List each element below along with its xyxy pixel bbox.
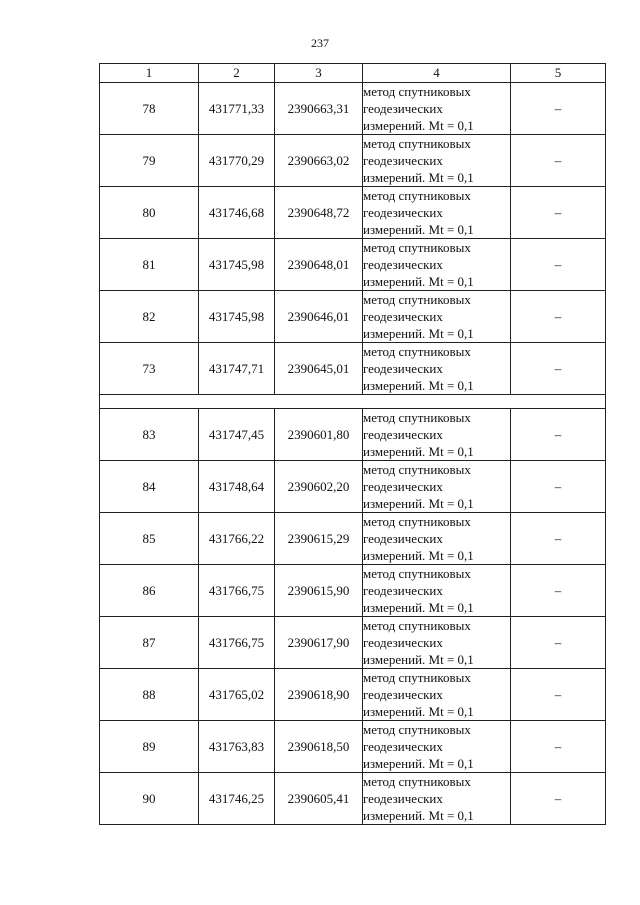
method-line: метод спутниковых <box>363 618 471 633</box>
method-cell <box>363 409 511 461</box>
x-coordinate-cell: 431748,64 <box>199 461 275 513</box>
table-row <box>100 669 606 721</box>
point-number-cell: 84 <box>100 461 199 513</box>
header-col-4: 4 <box>363 64 511 83</box>
method-line: измерений. Mt = 0,1 <box>363 444 474 459</box>
x-coordinate-cell: 431766,75 <box>199 565 275 617</box>
point-number-cell: 81 <box>100 239 199 291</box>
method-line: геодезических <box>363 531 443 546</box>
method-cell <box>363 343 511 395</box>
x-coordinate-cell: 431747,45 <box>199 409 275 461</box>
note-cell: – <box>511 513 606 565</box>
method-cell <box>363 669 511 721</box>
method-line: геодезических <box>363 361 443 376</box>
method-cell <box>363 617 511 669</box>
method-line: геодезических <box>363 687 443 702</box>
page-number: 237 <box>311 36 329 50</box>
table-row <box>100 461 606 513</box>
y-coordinate-cell: 2390618,90 <box>275 669 363 721</box>
note-cell: – <box>511 461 606 513</box>
note-cell: – <box>511 135 606 187</box>
table-row <box>100 343 606 395</box>
method-line: метод спутниковых <box>363 188 471 203</box>
note-cell: – <box>511 343 606 395</box>
x-coordinate-cell: 431746,68 <box>199 187 275 239</box>
point-number-cell: 90 <box>100 773 199 825</box>
method-line: геодезических <box>363 101 443 116</box>
method-line: измерений. Mt = 0,1 <box>363 326 474 341</box>
point-number-cell: 80 <box>100 187 199 239</box>
method-cell <box>363 187 511 239</box>
method-line: метод спутниковых <box>363 774 471 789</box>
group-separator-cell <box>100 395 606 409</box>
method-cell <box>363 773 511 825</box>
method-line: геодезических <box>363 427 443 442</box>
y-coordinate-cell: 2390615,29 <box>275 513 363 565</box>
y-coordinate-cell: 2390663,31 <box>275 83 363 135</box>
x-coordinate-cell: 431747,71 <box>199 343 275 395</box>
point-number-cell: 88 <box>100 669 199 721</box>
note-cell: – <box>511 773 606 825</box>
method-line: метод спутниковых <box>363 410 471 425</box>
method-line: геодезических <box>363 479 443 494</box>
method-line: измерений. Mt = 0,1 <box>363 652 474 667</box>
point-number-cell: 85 <box>100 513 199 565</box>
method-line: метод спутниковых <box>363 722 471 737</box>
table-row <box>100 409 606 461</box>
point-number-cell: 79 <box>100 135 199 187</box>
method-line: измерений. Mt = 0,1 <box>363 378 474 393</box>
note-cell: – <box>511 565 606 617</box>
x-coordinate-cell: 431766,75 <box>199 617 275 669</box>
note-cell: – <box>511 291 606 343</box>
method-cell <box>363 513 511 565</box>
point-number-cell: 87 <box>100 617 199 669</box>
method-cell <box>363 291 511 343</box>
method-cell <box>363 721 511 773</box>
method-line: метод спутниковых <box>363 514 471 529</box>
x-coordinate-cell: 431746,25 <box>199 773 275 825</box>
note-cell: – <box>511 239 606 291</box>
y-coordinate-cell: 2390663,02 <box>275 135 363 187</box>
method-line: измерений. Mt = 0,1 <box>363 496 474 511</box>
note-cell: – <box>511 721 606 773</box>
method-line: метод спутниковых <box>363 292 471 307</box>
method-line: геодезических <box>363 205 443 220</box>
note-cell: – <box>511 83 606 135</box>
table-row <box>100 135 606 187</box>
table-row <box>100 617 606 669</box>
group-separator-row <box>100 395 606 409</box>
method-line: измерений. Mt = 0,1 <box>363 548 474 563</box>
table-body <box>100 83 606 825</box>
point-number-cell: 86 <box>100 565 199 617</box>
method-line: метод спутниковых <box>363 566 471 581</box>
header-row <box>100 64 606 83</box>
y-coordinate-cell: 2390617,90 <box>275 617 363 669</box>
method-line: измерений. Mt = 0,1 <box>363 756 474 771</box>
x-coordinate-cell: 431745,98 <box>199 239 275 291</box>
method-line: метод спутниковых <box>363 240 471 255</box>
table-row <box>100 291 606 343</box>
point-number-cell: 78 <box>100 83 199 135</box>
coordinates-table <box>99 63 606 825</box>
note-cell: – <box>511 617 606 669</box>
method-cell <box>363 135 511 187</box>
method-line: метод спутниковых <box>363 670 471 685</box>
table-row <box>100 83 606 135</box>
method-line: геодезических <box>363 739 443 754</box>
method-cell <box>363 83 511 135</box>
table-row <box>100 565 606 617</box>
point-number-cell: 83 <box>100 409 199 461</box>
x-coordinate-cell: 431766,22 <box>199 513 275 565</box>
y-coordinate-cell: 2390646,01 <box>275 291 363 343</box>
method-line: геодезических <box>363 257 443 272</box>
method-line: измерений. Mt = 0,1 <box>363 118 474 133</box>
point-number-cell: 89 <box>100 721 199 773</box>
table-row <box>100 239 606 291</box>
y-coordinate-cell: 2390605,41 <box>275 773 363 825</box>
x-coordinate-cell: 431763,83 <box>199 721 275 773</box>
note-cell: – <box>511 187 606 239</box>
y-coordinate-cell: 2390618,50 <box>275 721 363 773</box>
y-coordinate-cell: 2390648,01 <box>275 239 363 291</box>
note-cell: – <box>511 409 606 461</box>
y-coordinate-cell: 2390601,80 <box>275 409 363 461</box>
point-number-cell: 82 <box>100 291 199 343</box>
method-line: метод спутниковых <box>363 136 471 151</box>
x-coordinate-cell: 431745,98 <box>199 291 275 343</box>
method-line: геодезических <box>363 635 443 650</box>
y-coordinate-cell: 2390645,01 <box>275 343 363 395</box>
method-line: измерений. Mt = 0,1 <box>363 704 474 719</box>
header-col-1: 1 <box>100 64 199 83</box>
header-col-5: 5 <box>511 64 606 83</box>
header-col-2: 2 <box>199 64 275 83</box>
method-line: измерений. Mt = 0,1 <box>363 808 474 823</box>
method-line: измерений. Mt = 0,1 <box>363 170 474 185</box>
x-coordinate-cell: 431770,29 <box>199 135 275 187</box>
y-coordinate-cell: 2390602,20 <box>275 461 363 513</box>
note-cell: – <box>511 669 606 721</box>
table-row <box>100 187 606 239</box>
method-line: измерений. Mt = 0,1 <box>363 274 474 289</box>
x-coordinate-cell: 431771,33 <box>199 83 275 135</box>
header-col-3: 3 <box>275 64 363 83</box>
y-coordinate-cell: 2390615,90 <box>275 565 363 617</box>
method-line: измерений. Mt = 0,1 <box>363 222 474 237</box>
method-line: метод спутниковых <box>363 462 471 477</box>
method-cell <box>363 461 511 513</box>
x-coordinate-cell: 431765,02 <box>199 669 275 721</box>
method-line: метод спутниковых <box>363 344 471 359</box>
method-line: геодезических <box>363 153 443 168</box>
method-line: геодезических <box>363 583 443 598</box>
method-cell <box>363 565 511 617</box>
y-coordinate-cell: 2390648,72 <box>275 187 363 239</box>
table-row <box>100 721 606 773</box>
method-line: геодезических <box>363 309 443 324</box>
table-row <box>100 513 606 565</box>
method-cell <box>363 239 511 291</box>
method-line: измерений. Mt = 0,1 <box>363 600 474 615</box>
method-line: метод спутниковых <box>363 84 471 99</box>
method-line: геодезических <box>363 791 443 806</box>
point-number-cell: 73 <box>100 343 199 395</box>
table-row <box>100 773 606 825</box>
